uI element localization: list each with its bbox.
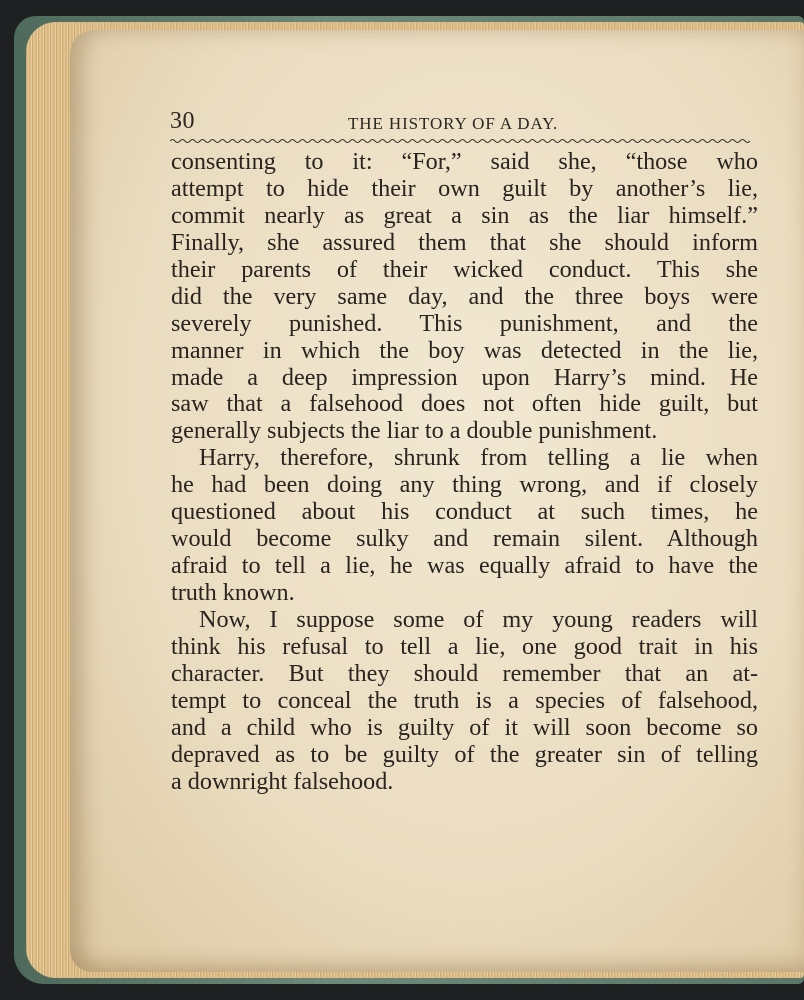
text-line: manner in which the boy was detected in the lie,: [171, 336, 758, 364]
text-line: did the very same day, and the three boys were: [171, 282, 758, 310]
text-line: questioned about his conduct at such times, he: [171, 498, 758, 526]
text-line: he had been doing any thing wrong, and if closely: [171, 471, 758, 499]
text-line: think his refusal to tell a lie, one good trait in his: [171, 632, 758, 660]
text-line: made a deep impression upon Harry’s mind. He: [171, 363, 758, 391]
body-text: [171, 149, 758, 796]
text-line: generally subjects the liar to a double punishment.: [171, 417, 658, 445]
running-title: THE HISTORY OF A DAY.: [348, 114, 559, 133]
wavy-rule: [170, 138, 750, 144]
text-line: Harry, therefore, shrunk from telling a lie when: [199, 444, 758, 472]
text-line: afraid to tell a lie, he was equally afraid to have the: [171, 552, 758, 580]
text-line: truth known.: [171, 579, 295, 606]
text-line: a downright falsehood.: [171, 767, 394, 795]
text-line: depraved as to be guilty of the greater sin of telling: [171, 740, 758, 768]
text-line: Finally, she assured them that she should inform: [171, 228, 758, 256]
page-number: 30: [170, 108, 195, 134]
running-head: [170, 108, 748, 138]
text-line: commit nearly as great a sin as the liar himself.”: [171, 201, 758, 229]
text-line: character. But they should remember that an at-: [171, 659, 758, 687]
text-line: saw that a falsehood does not often hide guilt, but: [171, 390, 758, 418]
text-line: consenting to it: “For,” said she, “those who: [171, 148, 758, 175]
text-line: would become sulky and remain silent. Although: [171, 525, 758, 553]
text-line: Now, I suppose some of my young readers will: [199, 605, 758, 633]
text-line: tempt to conceal the truth is a species of falsehood,: [171, 686, 758, 714]
text-line: their parents of their wicked conduct. This she: [171, 255, 758, 283]
text-line: severely punished. This punishment, and the: [171, 309, 758, 337]
text-line: and a child who is guilty of it will soon become so: [171, 713, 758, 741]
text-line: attempt to hide their own guilt by another’s lie,: [171, 174, 758, 202]
